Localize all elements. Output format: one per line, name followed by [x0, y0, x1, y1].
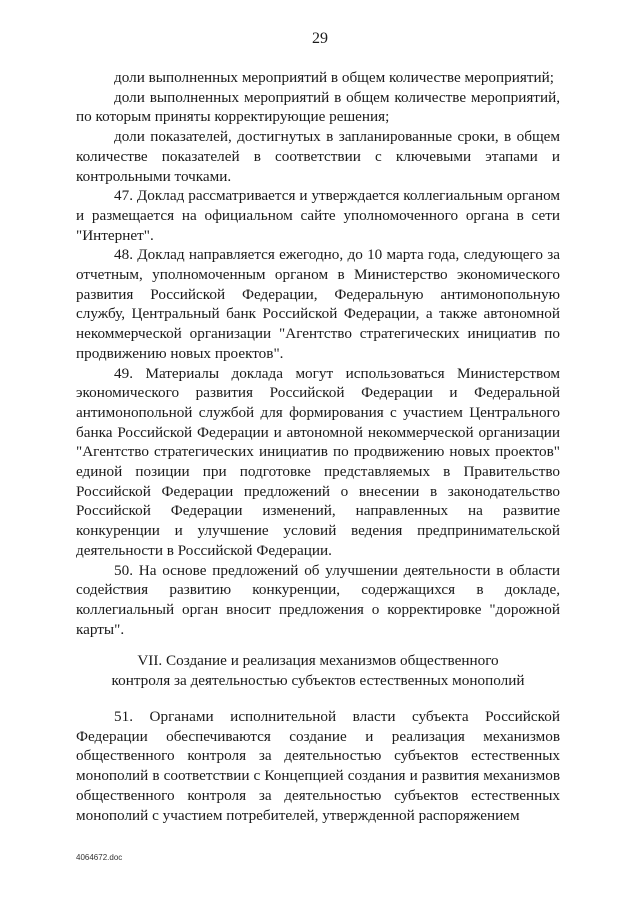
section-heading-line-1: VII. Создание и реализация механизмов общественного — [137, 652, 499, 669]
page-number: 29 — [312, 30, 328, 47]
paragraph: доли выполненных мероприятий в общем количестве мероприятий; — [114, 69, 554, 86]
body-text-bottom — [76, 707, 560, 825]
paragraph-48: 48. Доклад направляется ежегодно, до 10 марта года, следующего за отчетным, уполномоченным органом в Министерство экономического развития Российской Федерации, Федеральную антимонопольную службу, Центральный банк Российской Федерации, а также автономной некоммерческой организации "Агентство стратегических инициатив по продвижению новых проектов". — [76, 246, 560, 362]
document-filename: 4064672.doc — [76, 853, 123, 862]
body-text-top — [76, 68, 560, 639]
paragraph: доли выполненных мероприятий в общем количестве мероприятий, по которым приняты корректирующие решения; — [76, 88, 560, 126]
section-heading — [76, 651, 560, 690]
paragraph-50: 50. На основе предложений об улучшении деятельности в области содействия развитию конкуренции, содержащихся в докладе, коллегиальный орган вносит предложения о корректировке "дорожной карты". — [76, 561, 560, 638]
paragraph-51: 51. Органами исполнительной власти субъекта Российской Федерации обеспечиваются создание и реализация механизмов общественного контроля за деятельностью субъектов естественных монополий в соответствии с Концепцией создания и развития механизмов общественного контроля за деятельностью субъектов естественных монополий с участием потребителей, утвержденной распоряжением — [76, 708, 560, 824]
paragraph: доли показателей, достигнутых в запланированные сроки, в общем количестве показателей в соответствии с ключевыми этапами и контрольными точками. — [76, 128, 560, 185]
section-heading-line-2: контроля за деятельностью субъектов естественных монополий — [111, 671, 525, 689]
paragraph-49: 49. Материалы доклада могут использоваться Министерством экономического развития Российской Федерации и Федеральной антимонопольной службой для формирования с участием Центрального банка Российской Федерации и автономной некоммерческой организации "Агентство стратегических инициатив по продвижению новых проектов" единой позиции при подготовке представляемых в Правительство Российской Федерации предложений о внесении в законодательство Российской Федерации изменений, направленных на развитие конкуренции и улучшение условий ведения предпринимательской деятельности в Российской Федерации. — [76, 364, 560, 559]
paragraph-47: 47. Доклад рассматривается и утверждается коллегиальным органом и размещается на официальном сайте уполномоченного органа в сети "Интернет". — [76, 187, 560, 244]
